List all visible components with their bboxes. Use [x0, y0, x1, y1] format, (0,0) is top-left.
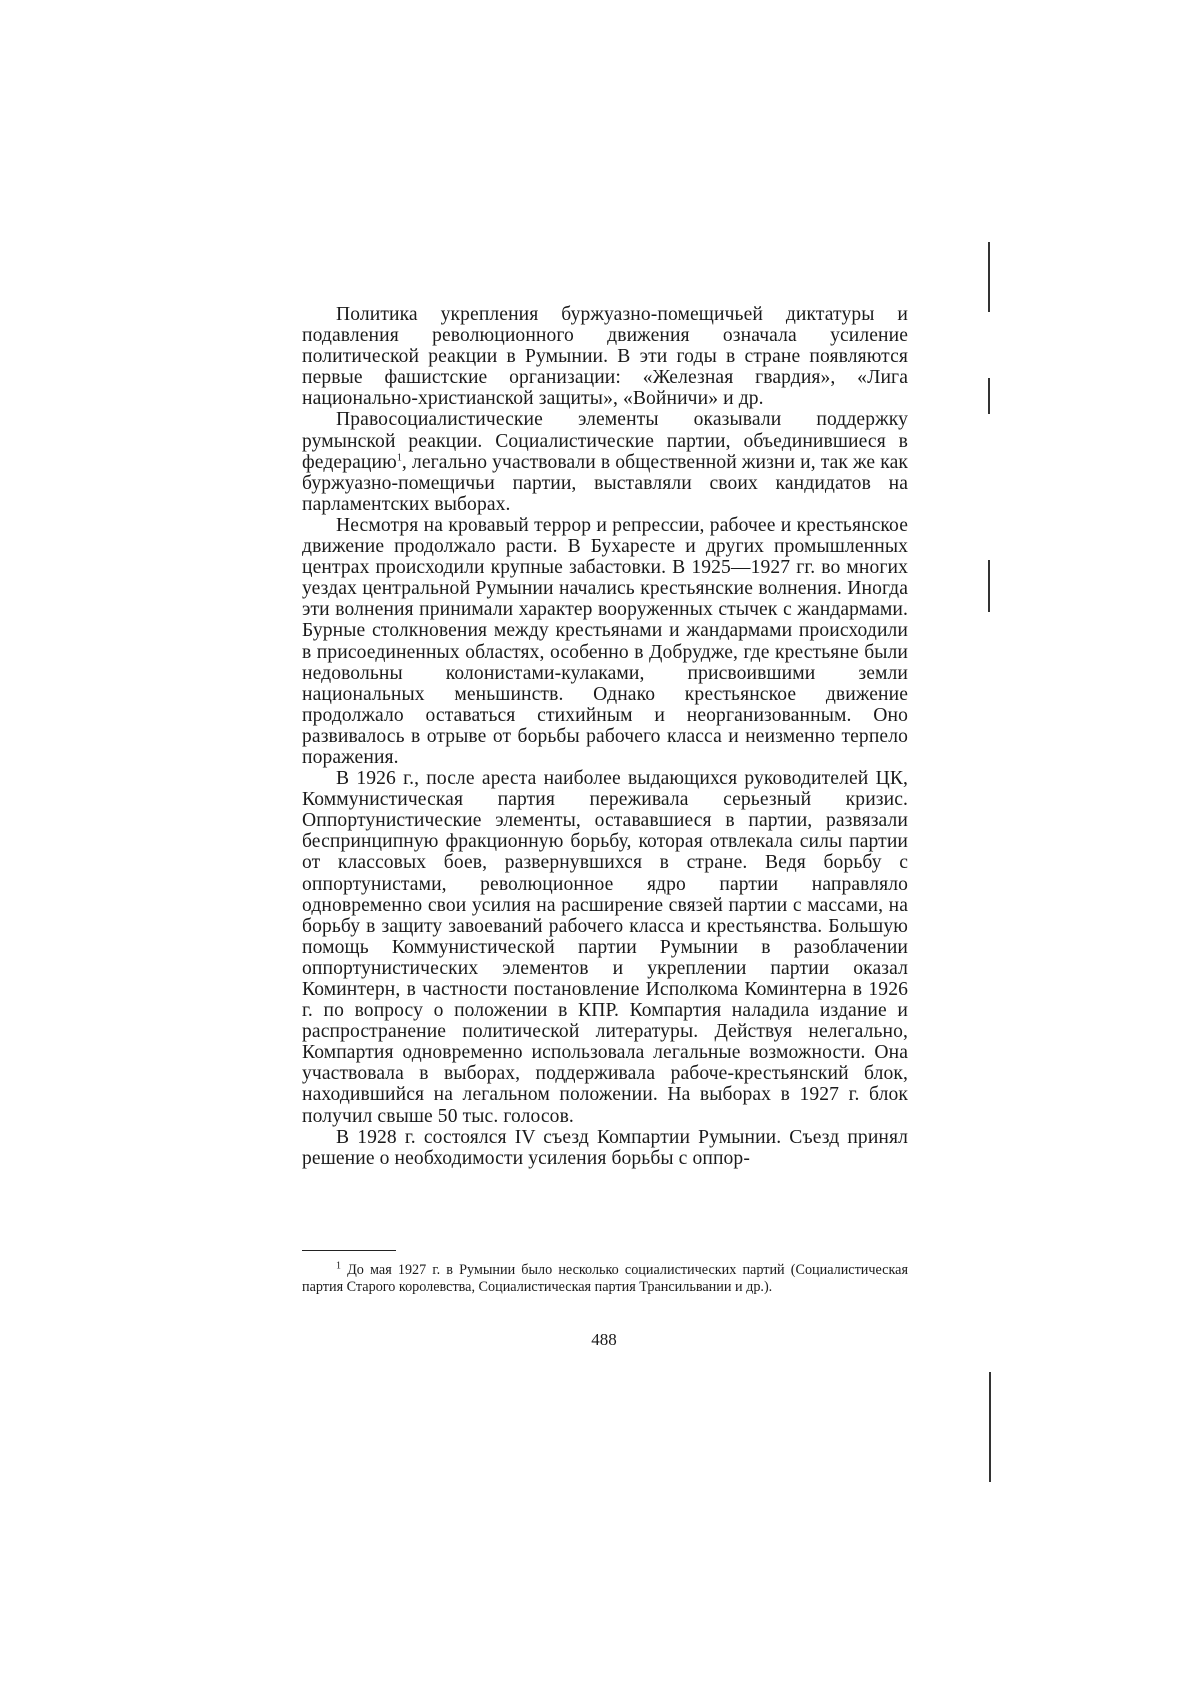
paragraph-5: В 1928 г. состоялся IV съезд Компартии Румынии. Съезд принял решение о необходимости усиления борьбы с оппор-: [302, 1126, 908, 1169]
scan-edge-mark: [988, 560, 990, 612]
paragraph-2-start: Правосоциалистические элементы оказывали поддержку румынской реакции. Социалистические партии, объединившиеся в федерацию: [302, 409, 908, 473]
footnote-divider: [302, 1250, 396, 1251]
paragraph-3: Несмотря на кровавый террор и репрессии, рабочее и крестьянское движение продолжало расти. В Бухаресте и других промышленных центрах происходили крупные забастовки. В 1925—1927 гг. во многих уездах центральной Румынии начались крестьянские волнения. Иногда эти волнения принимали характер вооруженных стычек с жандармами. Бурные столкновения между крестьянами и жандармами происходили в присоединенных областях, особенно в Добрудже, где крестьяне были недовольны колонистами-кулаками, присвоившими земли национальных меньшинств. Однако крестьянское движение продолжало оставаться стихийным и неорганизованным. Оно развивалось в отрыве от борьбы рабочего класса и неизменно терпело поражения.: [302, 514, 908, 768]
paragraph-2-end: , легально участвовали в общественной жизни и, так же как буржуазно-помещичьи партии, выставляли своих кандидатов на парламентских выборах.: [302, 451, 908, 515]
scan-edge-mark: [988, 378, 990, 414]
paragraph-1: Политика укрепления буржуазно-помещичьей диктатуры и подавления революционного движения означала усиление политической реакции в Румынии. В эти годы в стране появляются первые фашистские организации: «Железная гвардия», «Лига национально-христианской защиты», «Войничи» и др.: [302, 304, 908, 410]
scan-edge-mark: [988, 242, 990, 312]
footnote: [302, 1262, 908, 1295]
footnote-text: До мая 1927 г. в Румынии было несколько социалистических партий (Социалистическая партия Старого королевства, Социалистическая партия Трансильвании и др.).: [302, 1262, 908, 1295]
paragraph-2: [302, 409, 908, 514]
footnote-mark: 1: [336, 1260, 341, 1272]
scan-edge-mark: [989, 1372, 991, 1482]
footnote-reference[interactable]: 1: [396, 452, 402, 464]
main-text: [302, 304, 908, 1169]
paragraph-4: В 1926 г., после ареста наиболее выдающихся руководителей ЦК, Коммунистическая партия переживала серьезный кризис. Оппортунистические элементы, остававшиеся в партии, развязали беспринципную фракционную борьбу, которая отвлекала силы партии от классовых боев, развернувшихся в стране. Ведя борьбу с оппортунистами, революционное ядро партии направляло одновременно свои усилия на расширение связей партии с массами, на борьбу в защиту завоеваний рабочего класса и крестьянства. Большую помощь Коммунистической партии Румынии в разоблачении оппортунистических элементов и укреплении партии оказал Коминтерн, в частности постановление Исполкома Коминтерна в 1926 г. по вопросу о положении в КПР. Компартия наладила издание и распространение политической литературы. Действуя нелегально, Компартия одновременно использовала легальные возможности. Она участвовала в выборах, поддерживала рабоче-крестьянский блок, находившийся на легальном положении. На выборах в 1927 г. блок получил свыше 50 тыс. голосов.: [302, 768, 908, 1127]
page-number: 488: [591, 1330, 617, 1349]
